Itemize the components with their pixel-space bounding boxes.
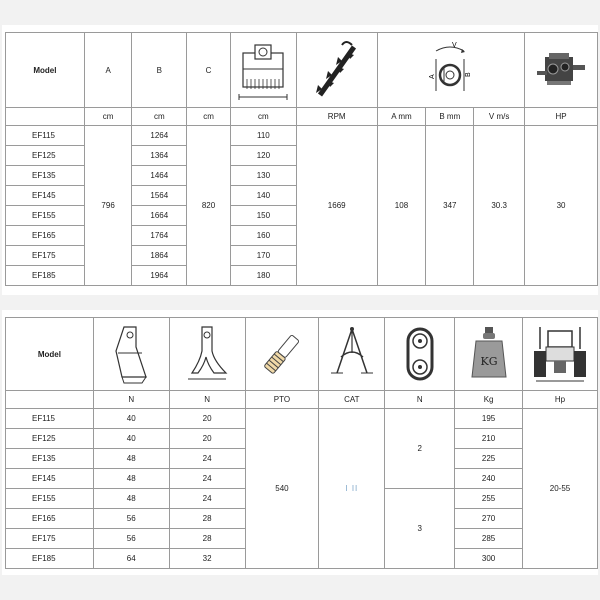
weight-value: 225 xyxy=(455,449,523,469)
blades-value: 48 xyxy=(93,469,169,489)
pto-shaft-icon xyxy=(246,323,319,385)
belts-value-1: 2 xyxy=(385,409,455,489)
width-value: 170 xyxy=(230,246,296,266)
three-point-hitch-icon xyxy=(319,323,384,385)
model-cell: EF115 xyxy=(6,409,94,429)
model-cell: EF165 xyxy=(6,226,85,246)
model-cell: EF145 xyxy=(6,469,94,489)
model-cell: EF125 xyxy=(6,429,94,449)
col-header-b: B xyxy=(132,33,187,108)
b-mm-value: 347 xyxy=(426,126,474,286)
col-header-a: A xyxy=(84,33,132,108)
a-mm-value: 108 xyxy=(377,126,426,286)
model-cell: EF155 xyxy=(6,489,94,509)
y-blades-value: 28 xyxy=(169,509,245,529)
blades-value: 40 xyxy=(93,429,169,449)
weight-value: 195 xyxy=(455,409,523,429)
width-value: 150 xyxy=(230,206,296,226)
unit-rpm: RPM xyxy=(296,108,377,126)
y-blades-value: 28 xyxy=(169,529,245,549)
pto-value: 540 xyxy=(245,409,319,569)
v-ms-value: 30.3 xyxy=(474,126,525,286)
weight-value: 210 xyxy=(455,429,523,449)
unit-hp-2: Hp xyxy=(523,391,598,409)
flail-rotor-icon xyxy=(297,39,377,101)
y-blades-value: 32 xyxy=(169,549,245,569)
spec-table-1 xyxy=(5,32,598,286)
weight-value: 255 xyxy=(455,489,523,509)
blades-value: 56 xyxy=(93,529,169,549)
model-header-2: Model xyxy=(6,318,94,391)
model-cell: EF155 xyxy=(6,206,85,226)
width-value: 120 xyxy=(230,146,296,166)
unit-blades: N xyxy=(93,391,169,409)
pulley-v-label: V xyxy=(451,42,457,49)
width-value: 140 xyxy=(230,186,296,206)
unit-a: cm xyxy=(84,108,132,126)
machine-front-icon xyxy=(231,39,296,101)
a-value: 796 xyxy=(84,126,132,286)
width-value: 180 xyxy=(230,266,296,286)
blades-value: 40 xyxy=(93,409,169,429)
model-cell: EF185 xyxy=(6,266,85,286)
b-value: 1564 xyxy=(132,186,187,206)
y-blades-value: 20 xyxy=(169,409,245,429)
hp-value: 30 xyxy=(525,126,598,286)
weight-kg-label: KG xyxy=(480,355,498,368)
model-cell: EF185 xyxy=(6,549,94,569)
b-value: 1464 xyxy=(132,166,187,186)
b-value: 1964 xyxy=(132,266,187,286)
weight-value: 285 xyxy=(455,529,523,549)
y-blades-value: 24 xyxy=(169,469,245,489)
model-header: Model xyxy=(6,33,85,108)
b-value: 1364 xyxy=(132,146,187,166)
spec-table-2-card xyxy=(2,310,598,575)
c-value: 820 xyxy=(187,126,231,286)
hammer-blade-icon xyxy=(94,323,169,385)
model-cell: EF115 xyxy=(6,126,85,146)
pulley-b-label: B xyxy=(464,72,472,77)
width-value: 160 xyxy=(230,226,296,246)
spec-table-1-card xyxy=(2,25,598,295)
unit-c: cm xyxy=(187,108,231,126)
weight-value: 270 xyxy=(455,509,523,529)
belts-value-2: 3 xyxy=(385,489,455,569)
model-cell: EF175 xyxy=(6,246,85,266)
col-header-c: C xyxy=(187,33,231,108)
rpm-value: 1669 xyxy=(296,126,377,286)
gearbox-icon xyxy=(525,45,597,95)
unit-cat: CAT xyxy=(319,391,385,409)
unit-belts: N xyxy=(385,391,455,409)
weight-value: 240 xyxy=(455,469,523,489)
belt-icon xyxy=(385,323,454,385)
spec-table-2 xyxy=(5,317,598,569)
b-value: 1264 xyxy=(132,126,187,146)
model-cell: EF135 xyxy=(6,166,85,186)
b-value: 1764 xyxy=(132,226,187,246)
tractor-icon xyxy=(523,323,597,385)
blades-value: 56 xyxy=(93,509,169,529)
blades-value: 48 xyxy=(93,449,169,469)
model-cell: EF145 xyxy=(6,186,85,206)
model-cell: EF135 xyxy=(6,449,94,469)
y-blades-value: 24 xyxy=(169,449,245,469)
weight-value: 300 xyxy=(455,549,523,569)
model-cell: EF175 xyxy=(6,529,94,549)
unit-b: cm xyxy=(132,108,187,126)
unit-pto: PTO xyxy=(245,391,319,409)
unit-a-mm: A mm xyxy=(377,108,426,126)
width-value: 130 xyxy=(230,166,296,186)
unit-b-mm: B mm xyxy=(426,108,474,126)
y-blades-value: 24 xyxy=(169,489,245,509)
y-blade-icon xyxy=(170,323,245,385)
blades-value: 64 xyxy=(93,549,169,569)
model-cell: EF165 xyxy=(6,509,94,529)
hp-range-value: 20-55 xyxy=(523,409,598,569)
b-value: 1864 xyxy=(132,246,187,266)
pulley-a-label: A xyxy=(428,74,436,79)
table-row xyxy=(6,409,598,429)
cat-value: I II xyxy=(319,409,385,569)
width-value: 110 xyxy=(230,126,296,146)
weight-icon xyxy=(455,323,522,385)
unit-width: cm xyxy=(230,108,296,126)
blades-value: 48 xyxy=(93,489,169,509)
unit-kg: Kg xyxy=(455,391,523,409)
unit-v-ms: V m/s xyxy=(474,108,525,126)
unit-hp: HP xyxy=(525,108,598,126)
y-blades-value: 20 xyxy=(169,429,245,449)
table-row xyxy=(6,126,598,146)
model-cell: EF125 xyxy=(6,146,85,166)
b-value: 1664 xyxy=(132,206,187,226)
pulley-diagram-icon xyxy=(378,39,525,101)
unit-y-blades: N xyxy=(169,391,245,409)
